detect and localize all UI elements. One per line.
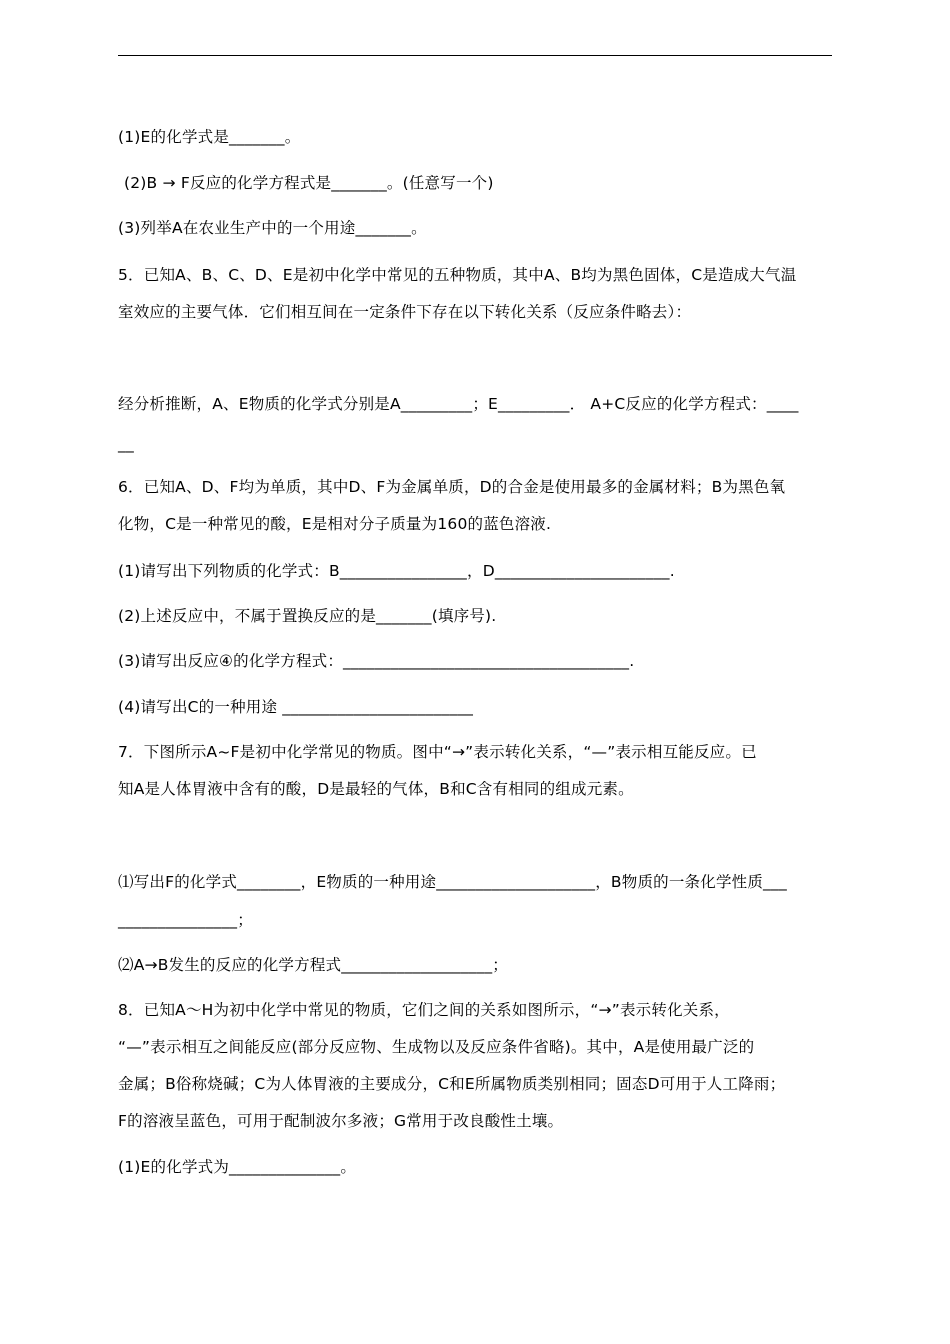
q6-part1: (1)请写出下列物质的化学式：B________________，D______________________. bbox=[118, 562, 675, 580]
q7-part1-line2: _______________； bbox=[118, 911, 253, 929]
q5-answer-line2: __ bbox=[118, 435, 134, 453]
q7-stem-line2: 知A是人体胃液中含有的酸，D是最轻的气体，B和C含有相同的组成元素。 bbox=[118, 780, 634, 798]
q4-part3: (3)列举A在农业生产中的一个用途_______。 bbox=[118, 219, 427, 237]
q8-part1: (1)E的化学式为______________。 bbox=[118, 1158, 357, 1176]
q4-part1: (1)E的化学式是_______。 bbox=[118, 128, 301, 146]
q8-stem-line4: F的溶液呈蓝色，可用于配制波尔多液；G常用于改良酸性土壤。 bbox=[118, 1112, 564, 1130]
q6-part3: (3)请写出反应④的化学方程式：____________________________________. bbox=[118, 652, 635, 670]
q6-stem-line1: 6．已知A、D、F均为单质，其中D、F为金属单质，D的合金是使用最多的金属材料；B为黑色氧 bbox=[118, 478, 786, 496]
q6-part2: (2)上述反应中，不属于置换反应的是_______(填序号). bbox=[118, 607, 497, 625]
q6-stem-line2: 化物，C是一种常见的酸，E是相对分子质量为160的蓝色溶液. bbox=[118, 515, 552, 533]
q5-stem-line1: 5．已知A、B、C、D、E是初中化学中常见的五种物质，其中A、B均为黑色固体，C是造成大气温 bbox=[118, 266, 797, 284]
q4-part2: (2)B → F反应的化学方程式是_______。(任意写一个) bbox=[124, 174, 494, 192]
q8-stem-line3: 金属；B俗称烧碱；C为人体胃液的主要成分，C和E所属物质类别相同；固态D可用于人工降雨； bbox=[118, 1075, 786, 1093]
q6-part4: (4)请写出C的一种用途 ________________________ bbox=[118, 698, 474, 716]
q8-stem-line2: “—”表示相互之间能反应(部分反应物、生成物以及反应条件省略)。其中，A是使用最广泛的 bbox=[118, 1038, 755, 1056]
q7-part1-line1: ⑴写出F的化学式________，E物质的一种用途____________________，B物质的一条化学性质___ bbox=[118, 873, 787, 891]
q7-stem-line1: 7．下图所示A~F是初中化学常见的物质。图中“→”表示转化关系，“—”表示相互能反应。已 bbox=[118, 743, 757, 761]
q8-stem-line1: 8．已知A～H为初中化学中常见的物质，它们之间的关系如图所示，“→”表示转化关系， bbox=[118, 1001, 730, 1019]
q5-stem-line2: 室效应的主要气体．它们相互间在一定条件下存在以下转化关系（反应条件略去）： bbox=[118, 303, 692, 321]
q5-answer-line1: 经分析推断，A、E物质的化学式分别是A_________；E_________． A+C反应的化学方程式：____ bbox=[118, 395, 799, 413]
q7-part2: ⑵A→B发生的反应的化学方程式___________________； bbox=[118, 956, 508, 974]
header-rule bbox=[118, 55, 832, 56]
